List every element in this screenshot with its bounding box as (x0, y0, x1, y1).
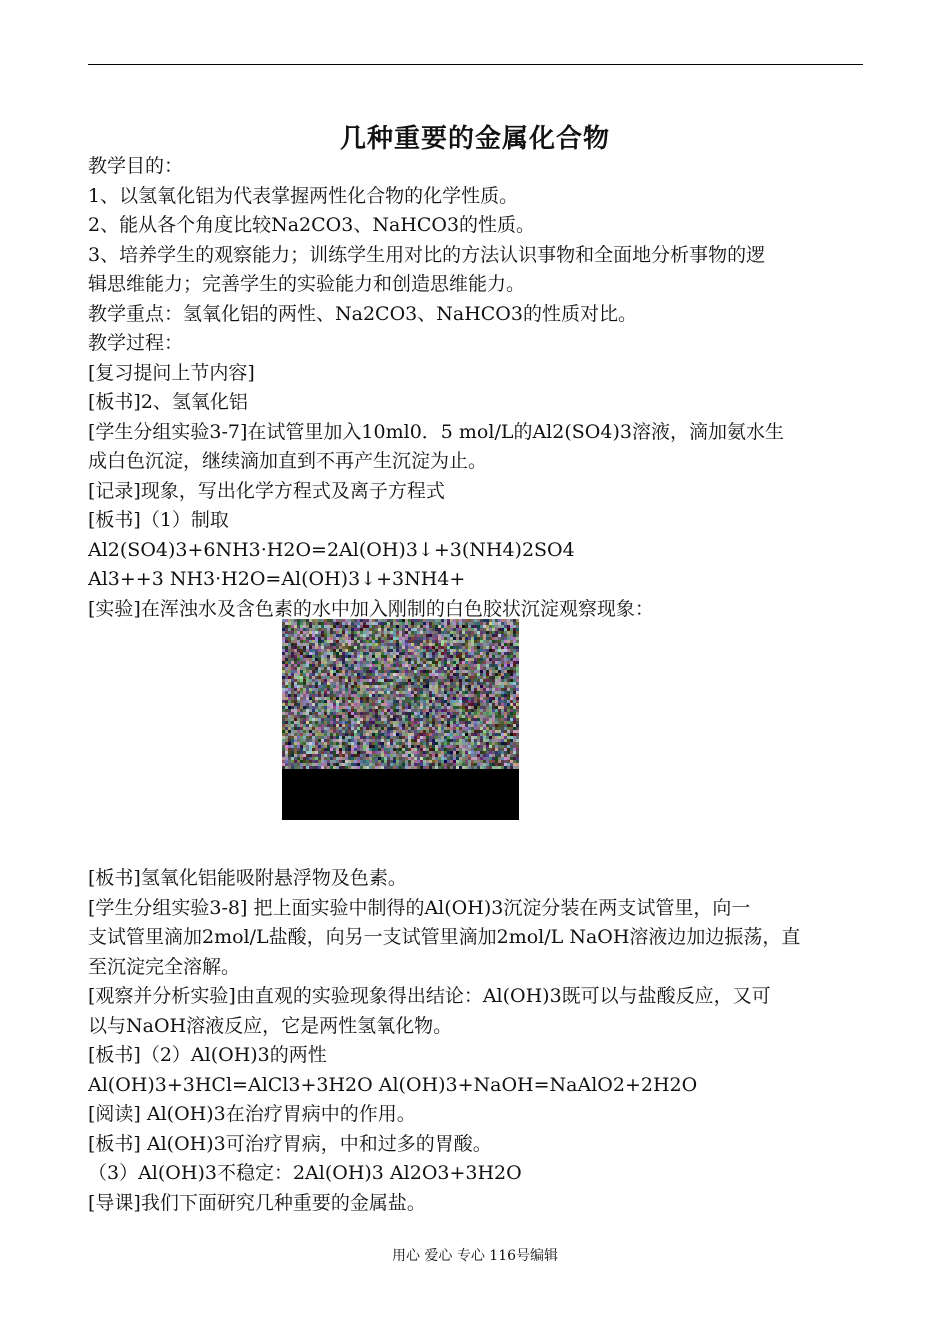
header-rule (88, 64, 863, 65)
text-line: 教学目的： (88, 155, 184, 177)
text-line: [观察并分析实验]由直观的实验现象得出结论：Al(OH)3既可以与盐酸反应，又可 (88, 985, 771, 1007)
noise-image (282, 619, 519, 820)
text-line: [学生分组实验3-8] 把上面实验中制得的Al(OH)3沉淀分装在两支试管里，向一 (88, 896, 751, 919)
text-line: 1、以氢氧化铝为代表掌握两性化合物的化学性质。 (88, 184, 519, 207)
text-line: [板书]（1）制取 (88, 509, 229, 531)
page-footer: 用心 爱心 专心 116号编辑 (391, 1248, 559, 1264)
text-line: [实验]在浑浊水及含色素的水中加入刚制的白色胶状沉淀观察现象： (88, 597, 654, 620)
text-line: [记录]现象，写出化学方程式及离子方程式 (88, 479, 445, 502)
equation-line: Al3++3 NH3·H2O=Al(OH)3↓+3NH4+ (88, 568, 466, 590)
equation-line: （3）Al(OH)3不稳定：2Al(OH)3 Al2O3+3H2O (88, 1162, 522, 1184)
text-line: [阅读] Al(OH)3在治疗胃病中的作用。 (88, 1103, 416, 1125)
text-line: [板书]2、氢氧化铝 (88, 391, 248, 413)
text-line: [导课]我们下面研究几种重要的金属盐。 (88, 1191, 426, 1214)
text-line: [板书] Al(OH)3可治疗胃病，中和过多的胃酸。 (88, 1132, 492, 1155)
text-line: 以与NaOH溶液反应，它是两性氢氧化物。 (88, 1014, 453, 1037)
body-text-top (88, 152, 863, 624)
text-line: 成白色沉淀，继续滴加直到不再产生沉淀为止。 (88, 450, 488, 472)
equation-line: Al(OH)3+3HCl=AlCl3+3H2O Al(OH)3+NaOH=NaAlO2+2H2O (88, 1073, 698, 1096)
text-line: 教学过程： (88, 332, 184, 354)
text-line: 教学重点：氢氧化铝的两性、Na2CO3、NaHCO3的性质对比。 (88, 302, 637, 325)
body-text-bottom (88, 864, 863, 1218)
text-line: [板书]氢氧化铝能吸附悬浮物及色素。 (88, 867, 407, 889)
text-line: 2、能从各个角度比较Na2CO3、NaHCO3的性质。 (88, 214, 536, 236)
text-line: 辑思维能力；完善学生的实验能力和创造思维能力。 (88, 273, 526, 295)
page-title: 几种重要的金属化合物 (339, 124, 610, 154)
text-line: [板书]（2）Al(OH)3的两性 (88, 1044, 327, 1066)
experiment-image (282, 619, 519, 820)
text-line: 至沉淀完全溶解。 (88, 955, 241, 978)
equation-line: Al2(SO4)3+6NH3·H2O=2Al(OH)3↓+3(NH4)2SO4 (88, 538, 575, 561)
text-line: [学生分组实验3-7]在试管里加入10ml0．5 mol/L的Al2(SO4)3溶液，滴加氨水生 (88, 420, 784, 443)
text-line: [复习提问上节内容] (88, 361, 255, 384)
text-line: 3、培养学生的观察能力；训练学生用对比的方法认识事物和全面地分析事物的逻 (88, 243, 766, 266)
text-line: 支试管里滴加2mol/L盐酸，向另一支试管里滴加2mol/L NaOH溶液边加边振荡，直 (88, 926, 801, 948)
